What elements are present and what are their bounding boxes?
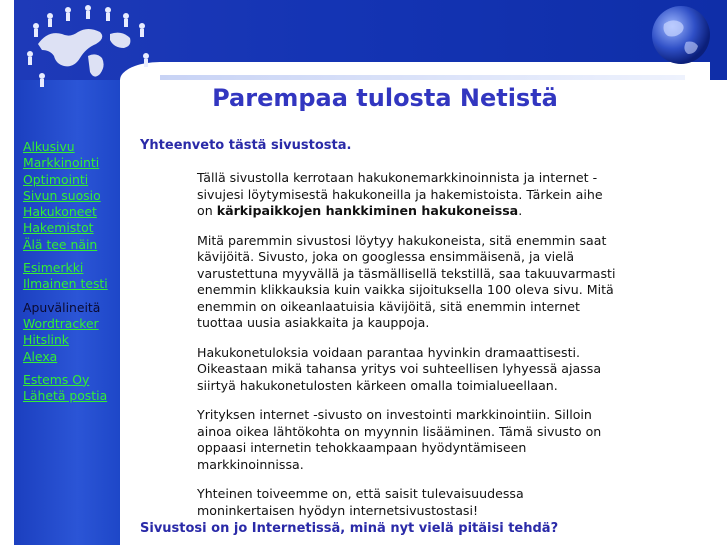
paragraph-intro — [197, 170, 617, 220]
paragraph-2: Mitä paremmin sivustosi löytyy hakukoneista, sitä enemmin saat kävijöitä. Sivusto, joka on googlessa ensimmäisenä, ja vielä varustettuna myyvällä ja täsmällisellä tekstillä, saa takuuvarmasti enemmin klikkauksia kuin vaikka sijoituksella 100 oleva sivu. Mitä enemmin on oikeanlaatuisia kävijöitä, sitä enemmin internet tuottaa uusia asiakkaita ja kauppoja. — [197, 232, 616, 330]
nav-link-ilmainen-testi[interactable]: Ilmainen testi — [23, 276, 108, 292]
page-subtitle: Yhteenveto tästä sivustosta. — [140, 138, 352, 153]
nav-gap — [23, 365, 108, 372]
sidebar-nav — [23, 139, 108, 404]
nav-link-optimointi[interactable]: Optimointi — [23, 171, 89, 187]
paragraph-intro-emphasis: kärkipaikkojen hankkiminen hakukoneissa — [216, 203, 519, 218]
left-margin — [0, 0, 14, 545]
nav-link-estems-oy[interactable]: Estems Oy — [23, 371, 90, 387]
nav-link-esimerkki[interactable]: Esimerkki — [23, 260, 84, 276]
nav-link-hakukoneet[interactable]: Hakukoneet — [23, 204, 97, 220]
paragraph-4: Yrityksen internet -sivusto on investointi markkinointiin. Silloin ainoa oikea lähtökohta on myynnin lisääminen. Tämä sivusto on oppaasi internetin tehokkaampaan hyödyntämiseen markkinoinnissa. — [197, 407, 602, 472]
page-title: Parempaa tulosta Netistä — [212, 84, 558, 112]
nav-link-laheta-postia[interactable]: Lähetä postia — [23, 388, 108, 404]
nav-gap — [23, 253, 108, 260]
nav-link-sivun-suosio[interactable]: Sivun suosio — [23, 187, 101, 203]
nav-link-alkusivu[interactable]: Alkusivu — [23, 139, 75, 154]
section-heading: Sivustosi on jo Internetissä, minä nyt vielä pitäisi tehdä? — [140, 521, 559, 536]
nav-link-ala-tee-nain[interactable]: Älä tee näin — [23, 236, 98, 252]
globe-icon — [648, 2, 714, 66]
world-map-people-logo — [18, 4, 163, 96]
nav-gap — [23, 293, 108, 300]
header-strip — [160, 75, 685, 80]
paragraph-3: Hakukonetuloksia voidaan parantaa hyvinkin dramaattisesti. Oikeastaan mikä tahansa yritys voi suhteellisen lyhyessä ajassa siirtyä hakukonetulosten kärkeen omalla toimialueellaan. — [197, 344, 602, 393]
main-content — [197, 170, 617, 532]
paragraph-intro-text: Tällä sivustolla kerrotaan hakukonemarkkinoinnista ja internet -sivujesi löytymisestä hakukoneilla ja hakemistoista. Tärkein aihe on — [197, 170, 603, 218]
paragraph-intro-end: . — [518, 203, 523, 218]
paragraph-5: Yhteinen toiveemme on, että saisit tulevaisuudessa moninkertaisen hyödyn internetsivustostasi! — [197, 486, 524, 518]
nav-tools-label: Apuvälineitä — [23, 299, 101, 315]
nav-link-markkinointi[interactable]: Markkinointi — [23, 155, 100, 171]
nav-link-hitslink[interactable]: Hitslink — [23, 332, 69, 348]
nav-link-alexa[interactable]: Alexa — [23, 348, 58, 364]
nav-link-wordtracker[interactable]: Wordtracker — [23, 315, 99, 331]
nav-link-hakemistot[interactable]: Hakemistot — [23, 220, 94, 236]
